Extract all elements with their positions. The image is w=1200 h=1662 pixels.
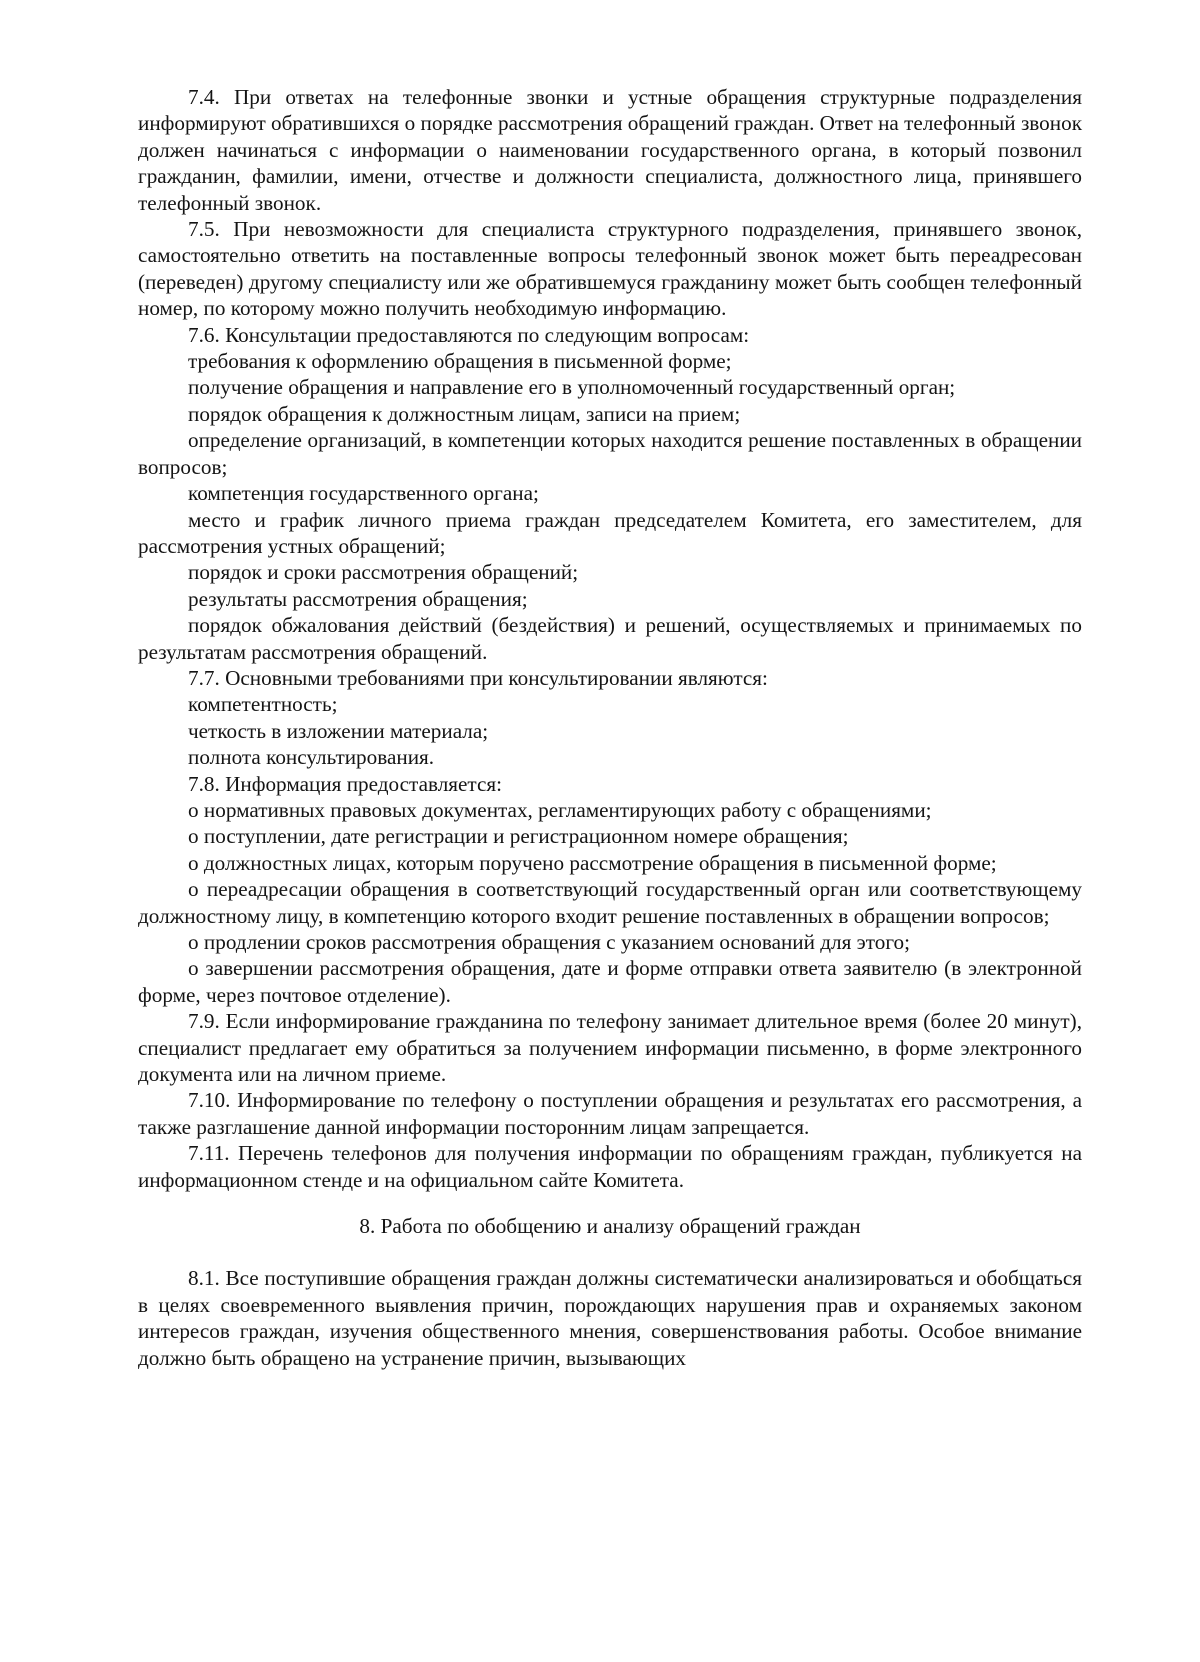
- section-heading: 8. Работа по обобщению и анализу обращений граждан: [359, 1214, 861, 1239]
- list-item: место и график личного приема граждан председателем Комитета, его заместителем, для рассмотрения устных обращений;: [138, 507, 1082, 558]
- list-item: о продлении сроков рассмотрения обращения с указанием оснований для этого;: [188, 930, 910, 954]
- list-item: компетенция государственного органа;: [188, 481, 539, 506]
- list-item: получение обращения и направление его в уполномоченный государственный орган;: [188, 375, 956, 400]
- list-item: порядок обжалования действий (бездействия) и решений, осуществляемых и принимаемых по результатам рассмотрения обращений.: [138, 613, 1082, 664]
- list-item: четкость в изложении материала;: [188, 718, 489, 743]
- paragraph-7-10: 7.10. Информирование по телефону о поступлении обращения и результатах его рассмотрения, а также разглашение данной информации посторонним лицам запрещается.: [138, 1088, 1082, 1139]
- list-item: определение организаций, в компетенции которых находится решение поставленных в обращении вопросов;: [138, 428, 1082, 479]
- paragraph-7-7: 7.7. Основными требованиями при консультировании являются:: [188, 665, 768, 690]
- document-page: [138, 84, 1082, 1371]
- list-item: порядок обращения к должностным лицам, записи на прием;: [188, 401, 741, 426]
- list-item: полнота консультирования.: [188, 745, 435, 770]
- list-item: о должностных лицах, которым поручено рассмотрение обращения в письменной форме;: [188, 850, 997, 875]
- list-item: о завершении рассмотрения обращения, дате и форме отправки ответа заявителю (в электронной форме, через почтовое отделение).: [138, 956, 1082, 1007]
- paragraph-7-8: 7.8. Информация предоставляется:: [188, 771, 502, 796]
- paragraph-7-11: 7.11. Перечень телефонов для получения информации по обращениям граждан, публикуется на информационном стенде и на официальном сайте Комитета.: [138, 1141, 1082, 1192]
- list-item: порядок и сроки рассмотрения обращений;: [188, 560, 579, 585]
- paragraph-7-6: 7.6. Консультации предоставляются по следующим вопросам:: [188, 322, 750, 347]
- paragraph-8-1: 8.1. Все поступившие обращения граждан должны систематически анализироваться и обобщаться в целях своевременного выявления причин, порождающих нарушения прав и охраняемых законом интересов граждан, изучения общественного мнения, совершенствования работы. Особое внимание должно быть обращено на устранение причин, вызывающих: [138, 1266, 1082, 1370]
- paragraph-7-5: 7.5. При невозможности для специалиста структурного подразделения, принявшего звонок, самостоятельно ответить на поставленные вопросы телефонный звонок может быть переадресован (переведен) другому специалисту или же обратившемуся гражданину может быть сообщен телефонный номер, по которому можно получить необходимую информацию.: [138, 217, 1082, 321]
- paragraph-7-9: 7.9. Если информирование гражданина по телефону занимает длительное время (более 20 минут), специалист предлагает ему обратиться за получением информации письменно, в форме электронного документа или на личном приеме.: [138, 1009, 1082, 1087]
- list-item: о переадресации обращения в соответствующий государственный орган или соответствующему должностному лицу, в компетенцию которого входит решение поставленных в обращении вопросов;: [138, 877, 1082, 928]
- list-item: о нормативных правовых документах, регламентирующих работу с обращениями;: [188, 797, 932, 822]
- list-item: о поступлении, дате регистрации и регистрационном номере обращения;: [188, 824, 849, 849]
- paragraph-7-4: 7.4. При ответах на телефонные звонки и устные обращения структурные подразделения информируют обратившихся о порядке рассмотрения обращений граждан. Ответ на телефонный звонок должен начинаться с информации о наименовании государственного органа, в который позвонил гражданин, фамилии, имени, отчестве и должности специалиста, должностного лица, принявшего телефонный звонок.: [138, 85, 1082, 215]
- list-item: требования к оформлению обращения в письменной форме;: [188, 349, 732, 374]
- list-item: компетентность;: [188, 692, 338, 717]
- list-item: результаты рассмотрения обращения;: [188, 586, 528, 611]
